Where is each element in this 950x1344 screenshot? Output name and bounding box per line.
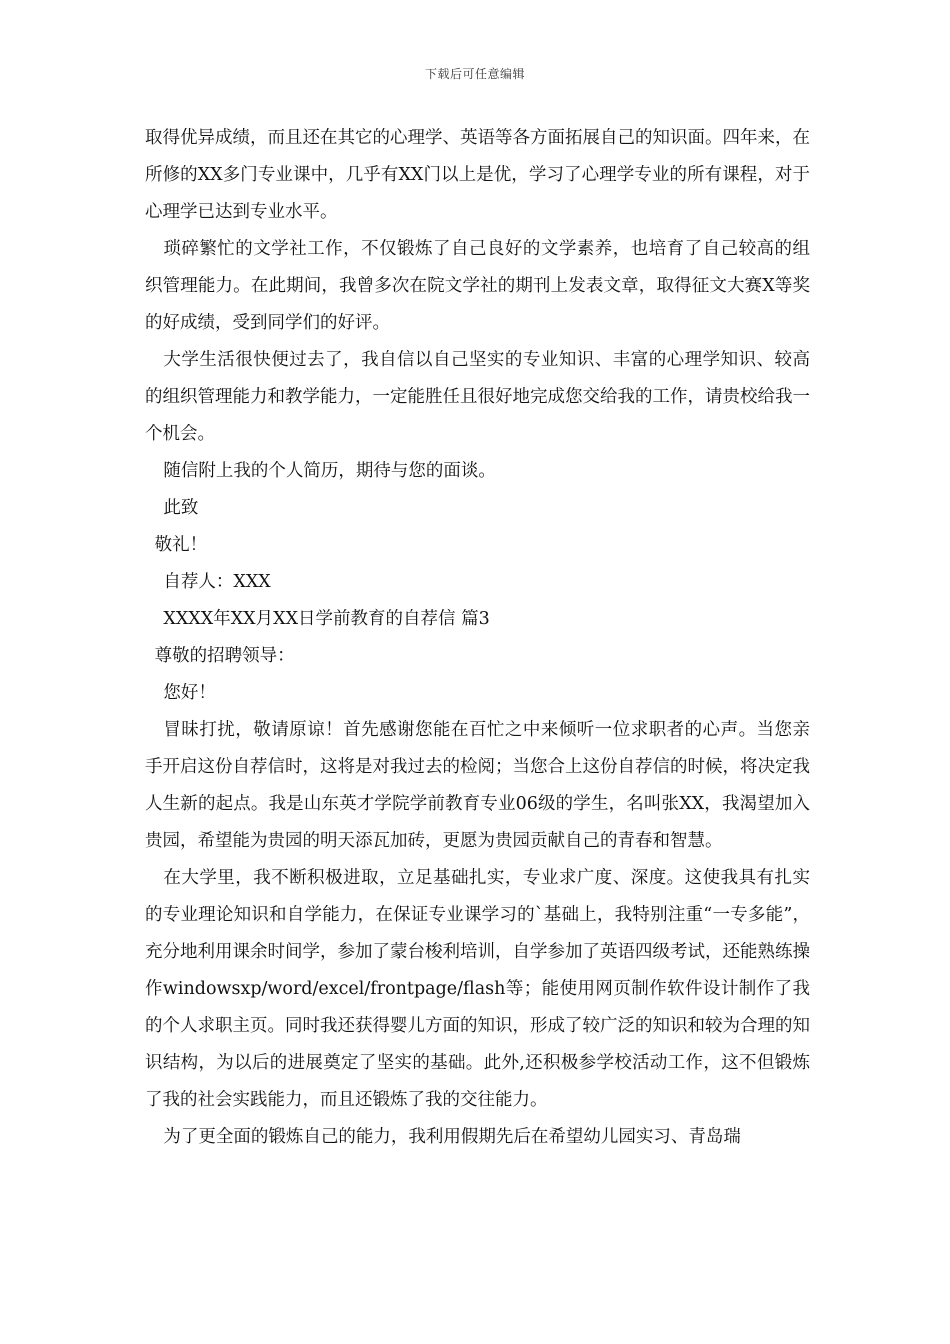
- greeting-hello: 您好！: [163, 683, 216, 703]
- letter-body: [145, 120, 810, 1156]
- paragraph-university: 在大学里，我不断积极进取，立足基础扎实，专业求广度、深度。这使我具有扎实的专业理论知识和自学能力，在保证专业课学习的`基础上，我特别注重“一专多能”，充分地利用课余时间学，参加了蒙台梭利培训，自学参加了英语四级考试，还能熟练操作windowsxp/word/excel/frontpage/flash等；能使用网页制作软件设计制作了我的个人求职主页。同时我还获得婴儿方面的知识，形成了较广泛的知识和较为合理的知识结构，为以后的进展奠定了坚实的基础。此外,还积极参学校活动工作，这不但锻炼了我的社会实践能力，而且还锻炼了我的交往能力。: [145, 868, 810, 1110]
- paragraph-2: 琐碎繁忙的文学社工作，不仅锻炼了自己良好的文学素养，也培育了自己较高的组织管理能力。在此期间，我曾多次在院文学社的期刊上发表文章，取得征文大赛X等奖的好成绩，受到同学们的好评。: [145, 239, 810, 333]
- date-title-line: XXXX年XX月XX日学前教育的自荐信 篇3: [163, 609, 490, 629]
- salutation-closing: 敬礼！: [154, 535, 208, 555]
- page-header-note: 下载后可任意编辑: [424, 67, 525, 81]
- paragraph-practice: 为了更全面的锻炼自己的能力，我利用假期先后在希望幼儿园实习、青岛瑞: [163, 1127, 741, 1147]
- paragraph-3: 大学生活很快便过去了，我自信以自己坚实的专业知识、丰富的心理学知识、较高的组织管理能力和教学能力，一定能胜任且很好地完成您交给我的工作，请贵校给我一个机会。: [145, 350, 810, 444]
- signature-line: 自荐人：XXX: [163, 572, 271, 592]
- closing-line: 此致: [163, 498, 199, 518]
- paragraph-intro: 冒昧打扰，敬请原谅！首先感谢您能在百忙之中来倾听一位求职者的心声。当您亲手开启这份自荐信时，这将是对我过去的检阅；当您合上这份自荐信的时候，将决定我人生新的起点。我是山东英才学院学前教育专业06级的学生，名叫张XX，我渴望加入贵园，希望能为贵园的明天添瓦加砖，更愿为贵园贡献自己的青春和智慧。: [145, 720, 810, 851]
- paragraph-1: 取得优异成绩，而且还在其它的心理学、英语等各方面拓展自己的知识面。四年来，在所修的XX多门专业课中，几乎有XX门以上是优，学习了心理学专业的所有课程，对于心理学已达到专业水平。: [145, 128, 810, 222]
- greeting-recipient: 尊敬的招聘领导：: [154, 646, 295, 666]
- paragraph-4: 随信附上我的个人简历，期待与您的面谈。: [163, 461, 496, 481]
